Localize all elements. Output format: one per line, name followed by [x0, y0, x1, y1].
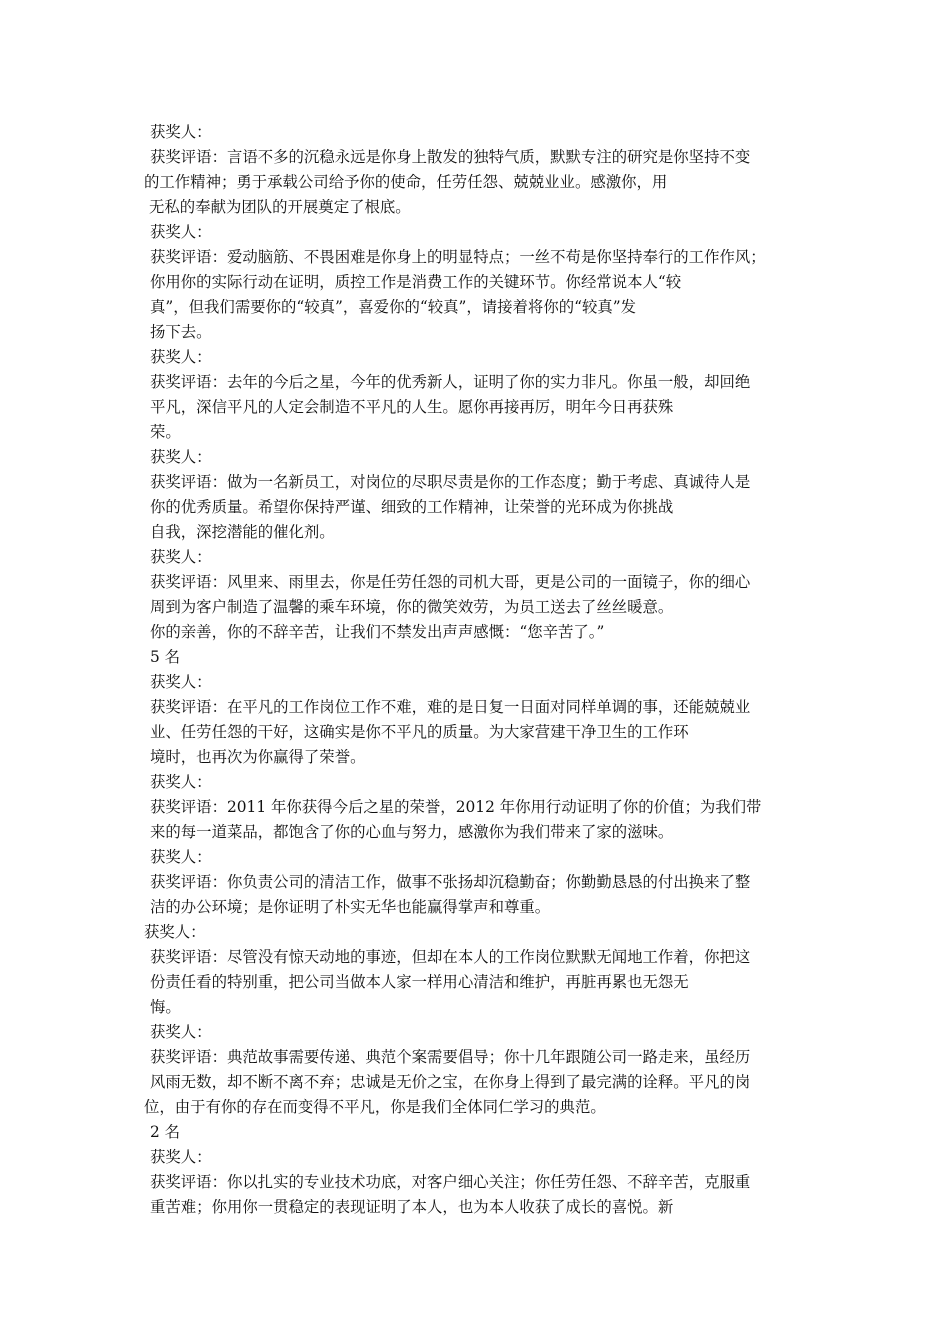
document-text-line: 你的优秀质量。希望你保持严谨、细致的工作精神，让荣誉的光环成为你挑战 [150, 498, 674, 516]
document-text-line: 份责任看的特别重，把公司当做本人家一样用心清洁和维护，再脏再累也无怨无 [150, 973, 689, 991]
document-text-line: 周到为客户制造了温馨的乘车环境，你的微笑效劳，为员工送去了丝丝暖意。 [150, 598, 674, 616]
document-text-line: 2 名 [150, 1123, 181, 1141]
document-text-line: 获奖人： [150, 548, 212, 566]
document-text-line: 你的亲善，你的不辞辛苦，让我们不禁发出声声感慨：“您辛苦了。” [150, 623, 605, 641]
document-text-line: 无私的奉献为团队的开展奠定了根底。 [149, 198, 411, 216]
document-text-line: 获奖评语：你以扎实的专业技术功底，对客户细心关注；你任劳任怨、不辞辛苦，克服重 [150, 1173, 751, 1191]
document-text-line: 来的每一道菜品，都饱含了你的心血与努力，感激你为我们带来了家的滋味。 [150, 823, 674, 841]
document-text-line: 获奖评语：风里来、雨里去，你是任劳任怨的司机大哥，更是公司的一面镜子，你的细心 [150, 573, 751, 591]
document-text-line: 你用你的实际行动在证明，质控工作是消费工作的关键环节。你经常说本人“较 [150, 273, 682, 291]
document-text-line: 获奖评语：你负责公司的清洁工作，做事不张扬却沉稳勤奋；你勤勤恳恳的付出换来了整 [150, 873, 751, 891]
document-text-line: 悔。 [150, 998, 181, 1016]
document-text-line: 获奖人： [150, 348, 212, 366]
document-text-line: 获奖评语：尽管没有惊天动地的事迹，但却在本人的工作岗位默默无闻地工作着，你把这 [150, 948, 751, 966]
document-text-line: 5 名 [150, 648, 181, 666]
document-text-line: 获奖人： [150, 1148, 212, 1166]
document-text-line: 获奖评语：在平凡的工作岗位工作不难，难的是日复一日面对同样单调的事，还能兢兢业 [150, 698, 751, 716]
document-text-line: 获奖评语：言语不多的沉稳永远是你身上散发的独特气质，默默专注的研究是你坚持不变 [150, 148, 751, 166]
document-text-line: 获奖评语：爱动脑筋、不畏困难是你身上的明显特点；一丝不苟是你坚持奉行的工作作风； [150, 248, 766, 266]
document-text-line: 获奖人： [144, 923, 206, 941]
document-text-line: 的工作精神；勇于承载公司给予你的使命，任劳任怨、兢兢业业。感激你，用 [144, 173, 668, 191]
document-text-line: 真”，但我们需要你的“较真”，喜爱你的“较真”，请接着将你的“较真”发 [150, 298, 637, 316]
document-text-line: 荣。 [150, 423, 181, 441]
document-text-line: 获奖人： [150, 448, 212, 466]
document-body [144, 120, 814, 1220]
document-text-line: 获奖人： [150, 223, 212, 241]
document-text-line: 获奖人： [150, 773, 212, 791]
document-text-line: 获奖人： [150, 848, 212, 866]
document-text-line: 获奖评语：典范故事需要传递、典范个案需要倡导；你十几年跟随公司一路走来，虽经历 [150, 1048, 751, 1066]
document-text-line: 获奖人： [150, 1023, 212, 1041]
document-text-line: 境时，也再次为你赢得了荣誉。 [150, 748, 366, 766]
document-text-line: 风雨无数，却不断不离不弃；忠诚是无价之宝，在你身上得到了最完满的诠释。平凡的岗 [150, 1073, 751, 1091]
document-text-line: 重苦难；你用你一贯稳定的表现证明了本人，也为本人收获了成长的喜悦。新 [150, 1198, 674, 1216]
document-text-line: 获奖评语：做为一名新员工，对岗位的尽职尽责是你的工作态度；勤于考虑、真诚待人是 [150, 473, 751, 491]
document-text-line: 获奖评语：去年的今后之星，今年的优秀新人，证明了你的实力非凡。你虽一般，却回绝 [150, 373, 751, 391]
document-text-line: 扬下去。 [150, 323, 212, 341]
document-text-line: 业、任劳任怨的干好，这确实是你不平凡的质量。为大家营建干净卫生的工作环 [150, 723, 689, 741]
document-text-line: 获奖人： [150, 123, 212, 141]
document-text-line: 位，由于有你的存在而变得不平凡，你是我们全体同仁学习的典范。 [144, 1098, 606, 1116]
document-text-line: 洁的办公环境；是你证明了朴实无华也能赢得掌声和尊重。 [150, 898, 551, 916]
document-text-line: 自我，深挖潜能的催化剂。 [150, 523, 335, 541]
document-text-line: 平凡，深信平凡的人定会制造不平凡的人生。愿你再接再厉，明年今日再获殊 [150, 398, 674, 416]
document-text-line: 获奖评语：2011 年你获得今后之星的荣誉，2012 年你用行动证明了你的价值；为我们带 [150, 798, 762, 816]
document-text-line: 获奖人： [150, 673, 212, 691]
